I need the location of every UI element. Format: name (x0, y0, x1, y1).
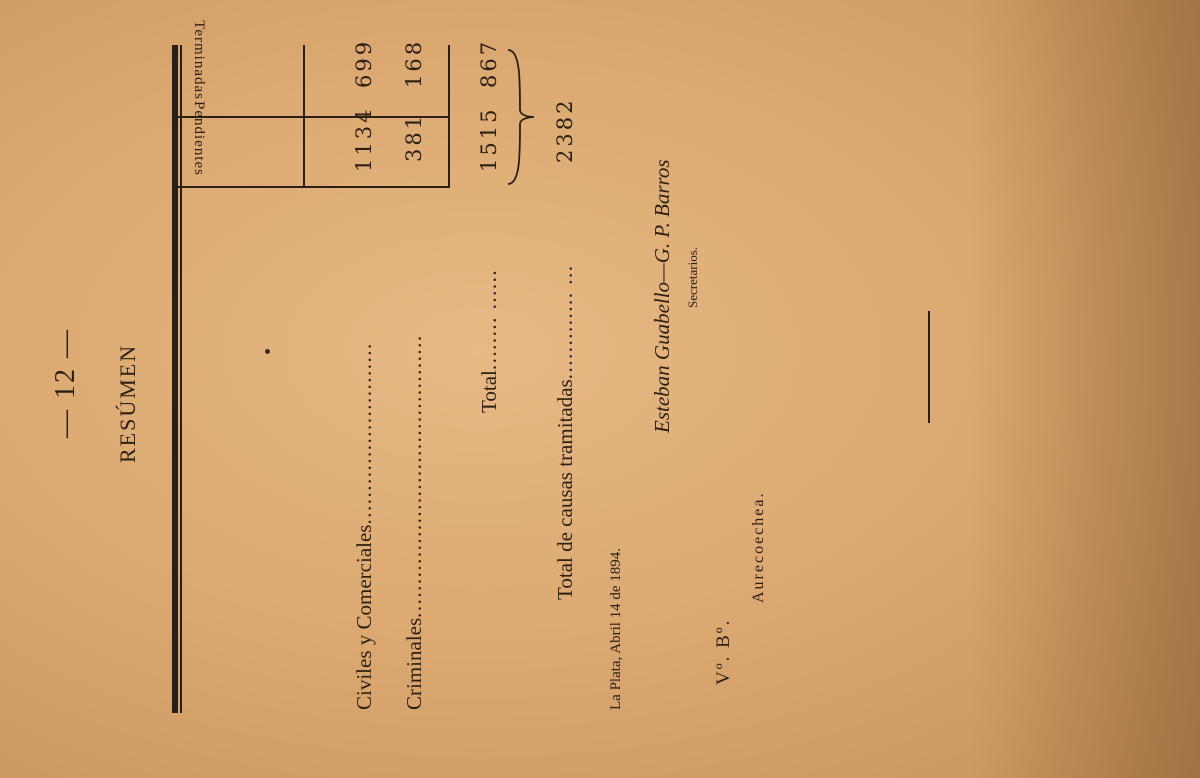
page-number: — 12 — (50, 328, 81, 438)
end-rule (928, 311, 930, 423)
header-rule (303, 45, 305, 188)
row-label-criminales: Criminales.......................................... (402, 334, 426, 710)
signatures: Esteban Guabello—G. P. Barros (650, 159, 674, 433)
approver-name: Aurecoechea. (750, 491, 767, 603)
cell-total-terminadas: 867 (477, 38, 501, 88)
table-top-thin-rule (180, 45, 182, 713)
column-header-terminadas: Terminadas (191, 20, 207, 100)
column-header-pendientes: Pendientes (191, 101, 207, 176)
row-label-total: Total........ ...... (477, 268, 501, 413)
signatures-role: Secretarios. (685, 246, 700, 308)
row-label-civiles: Civiles y Comerciales........................... (352, 342, 376, 710)
column-divider (178, 187, 304, 189)
cell-civiles-pendientes: 1134 (352, 106, 376, 172)
total-causas-label: Total de causas tramitadas............. ... (553, 264, 577, 600)
cell-total-pendientes: 1515 (477, 106, 501, 172)
date-line: La Plata, Abril 14 de 1894. (608, 547, 624, 710)
cell-criminales-pendientes: 381 (402, 112, 426, 162)
cell-civiles-terminadas: 699 (352, 38, 376, 88)
ink-spot (265, 349, 270, 354)
total-causas-value: 2382 (553, 97, 577, 163)
column-divider (304, 187, 448, 189)
total-rule (448, 45, 450, 188)
visto-bueno: Vº. Bº. (713, 618, 734, 685)
table-top-thick-rule (172, 45, 178, 713)
page-heading: RESÚMEN (115, 343, 140, 463)
curly-brace-icon (506, 48, 536, 186)
cell-criminales-terminadas: 168 (402, 38, 426, 88)
